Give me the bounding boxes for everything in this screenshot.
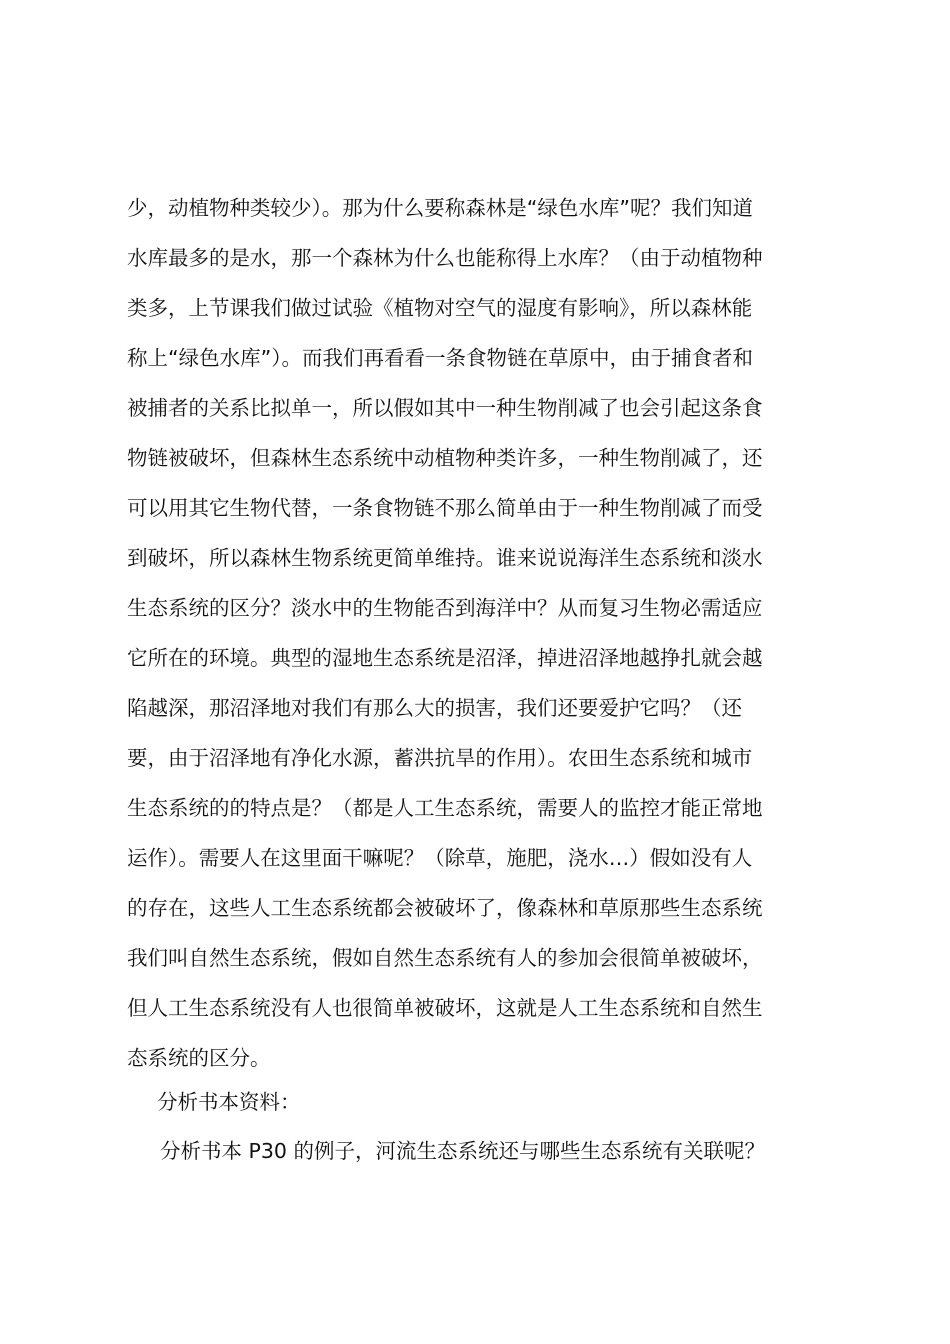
text-line: 到破坏，所以森林生物系统更简单维持。谁来说说海洋生态系统和淡水: [127, 546, 763, 570]
text-line: 少，动植物种类较少）。那为什么要称森林是“绿色水库”呢？我们知道: [127, 196, 753, 220]
text-line: 运作）。需要人在这里面干嘛呢？（除草，施肥，浇水…）假如没有人: [127, 846, 753, 870]
text-line: 水库最多的是水，那一个森林为什么也能称得上水库？（由于动植物种: [127, 246, 763, 270]
section-heading: 分析书本资料：: [157, 1090, 301, 1114]
text-line: 态系统的区分。: [127, 1046, 271, 1070]
text-line: 陷越深，那沼泽地对我们有那么大的损害，我们还要爱护它吗？（还: [127, 696, 742, 720]
text-line: 它所在的环境。典型的湿地生态系统是沼泽，掉进沼泽地越挣扎就会越: [127, 646, 763, 670]
text-line: 的存在，这些人工生态系统都会被破坏了，像森林和草原那些生态系统: [127, 896, 763, 920]
text-line: 要，由于沼泽地有净化水源，蓄洪抗旱的作用）。农田生态系统和城市: [127, 746, 753, 770]
text-line: 类多，上节课我们做过试验《植物对空气的湿度有影响》，所以森林能: [127, 296, 753, 320]
body-paragraph: [127, 183, 837, 1083]
text-line: 被捕者的关系比拟单一，所以假如其中一种生物削减了也会引起这条食: [127, 396, 763, 420]
text-line: 但人工生态系统没有人也很简单被破坏，这就是人工生态系统和自然生: [127, 996, 763, 1020]
text-line: 我们叫自然生态系统，假如自然生态系统有人的参加会很简单被破坏，: [127, 946, 763, 970]
text-line: 可以用其它生物代替，一条食物链不那么简单由于一种生物削减了而受: [127, 496, 763, 520]
text-line: 物链被破坏，但森林生态系统中动植物种类许多，一种生物削减了，还: [127, 446, 763, 470]
text-line: 称上“绿色水库”）。而我们再看看一条食物链在草原中，由于捕食者和: [127, 346, 753, 370]
section-question: 分析书本 P30 的例子，河流生态系统还与哪些生态系统有关联呢？: [160, 1139, 765, 1163]
text-line: 生态系统的的特点是？（都是人工生态系统，需要人的监控才能正常地: [127, 796, 763, 820]
text-line: 生态系统的区分？淡水中的生物能否到海洋中？从而复习生物必需适应: [127, 596, 763, 620]
